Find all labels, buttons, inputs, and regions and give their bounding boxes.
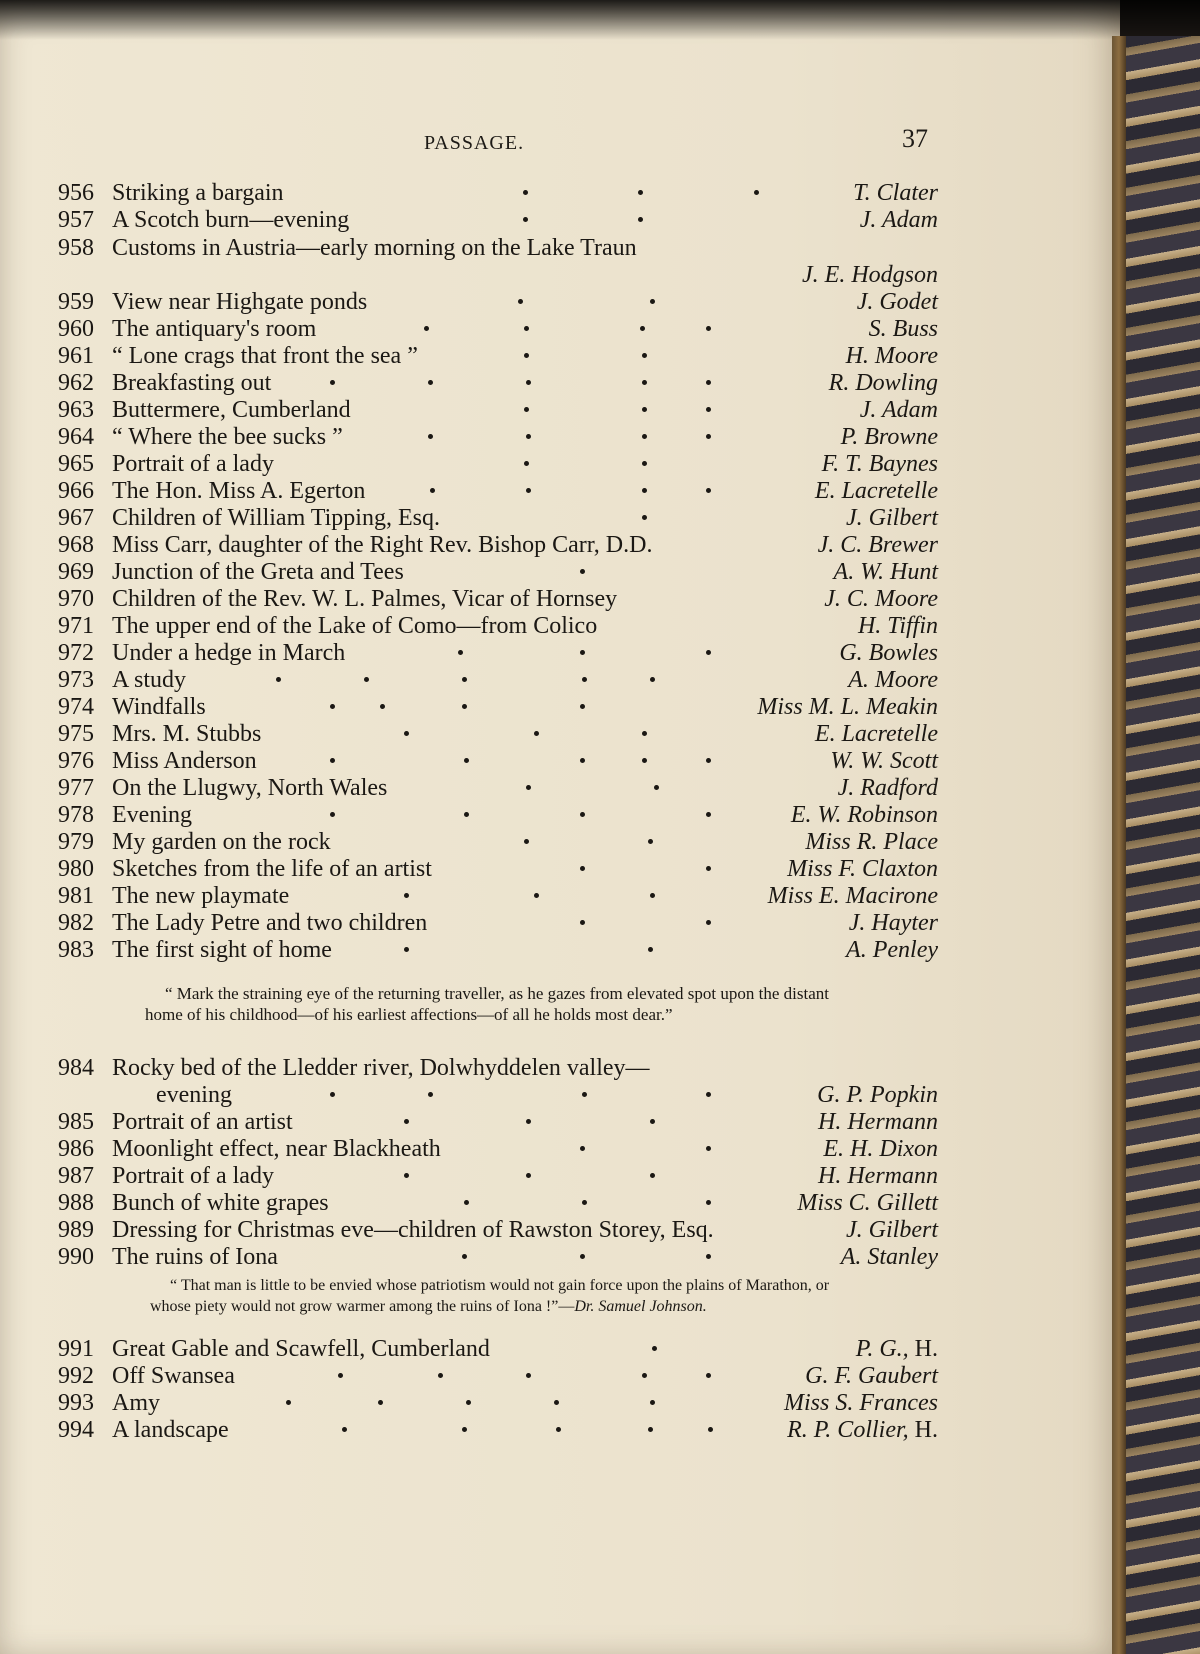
catalogue-entry: [58, 343, 938, 371]
entry-artist: Miss R. Place: [805, 829, 938, 855]
entry-title: Children of the Rev. W. L. Palmes, Vicar of Hornsey: [112, 586, 618, 612]
entry-artist: H. Hermann: [818, 1163, 938, 1189]
entry-title: Windfalls: [112, 694, 206, 720]
entry-artist: A. Moore: [848, 667, 938, 693]
catalogue-entry: [58, 883, 938, 911]
catalogue-entry: [58, 829, 938, 857]
catalogue-entry: [58, 1190, 938, 1218]
catalogue-entry: [58, 1163, 938, 1191]
entry-title: “ Where the bee sucks ”: [112, 424, 343, 450]
catalogue-entry: [58, 559, 938, 587]
catalogue-entry: [58, 721, 938, 749]
entry-number: 976: [58, 748, 94, 774]
entry-number: 969: [58, 559, 94, 585]
entry-artist: R. Dowling: [828, 370, 938, 396]
catalogue-entry: [58, 1363, 938, 1391]
entry-number: 990: [58, 1244, 94, 1270]
entry-title: The new playmate: [112, 883, 290, 909]
entry-title: The upper end of the Lake of Como—from Colico: [112, 613, 598, 639]
entry-title: Miss Anderson: [112, 748, 257, 774]
entry-title: Off Swansea: [112, 1363, 235, 1389]
catalogue-entry: [58, 640, 938, 668]
entry-artist: H. Moore: [845, 343, 938, 369]
catalogue-entry: [58, 370, 938, 398]
entry-number: 962: [58, 370, 94, 396]
catalogue-entry: [58, 613, 938, 641]
quotation-author: Dr. Samuel Johnson.: [574, 1298, 707, 1315]
entry-artist: R. P. Collier, H.: [787, 1417, 938, 1443]
entry-number: 960: [58, 316, 94, 342]
entry-artist: J. Hayter: [848, 910, 938, 936]
catalogue-entry: [58, 1136, 938, 1164]
entry-number: 991: [58, 1336, 94, 1362]
entry-title: Miss Carr, daughter of the Right Rev. Bishop Carr, D.D.: [112, 532, 653, 558]
entry-number: 958: [58, 235, 94, 261]
entry-artist: J. Radford: [837, 775, 938, 801]
catalogue-entry: [58, 1109, 938, 1137]
catalogue-entry: [58, 586, 938, 614]
entry-artist: E. H. Dixon: [823, 1136, 938, 1162]
entry-title: Evening: [112, 802, 192, 828]
catalogue-entry: [58, 775, 938, 803]
entry-quotation: [145, 983, 850, 1025]
entry-number: 970: [58, 586, 94, 612]
entry-number: 984: [58, 1055, 94, 1081]
entry-artist: J. Adam: [859, 397, 938, 423]
entry-title: The antiquary's room: [112, 316, 317, 342]
entry-title: Portrait of an artist: [112, 1109, 293, 1135]
catalogue-entry: [58, 397, 938, 425]
entry-title: A landscape: [112, 1417, 229, 1443]
entry-artist: J. Godet: [856, 289, 938, 315]
entry-title: Dressing for Christmas eve—children of Rawston Storey, Esq.: [112, 1217, 714, 1243]
entry-number: 983: [58, 937, 94, 963]
entry-title: View near Highgate ponds: [112, 289, 368, 315]
entry-artist: J. E. Hodgson: [802, 262, 938, 288]
entry-artist: E. W. Robinson: [790, 802, 938, 828]
entry-artist: Miss C. Gillett: [797, 1190, 938, 1216]
entry-number: 959: [58, 289, 94, 315]
entry-title: Sketches from the life of an artist: [112, 856, 432, 882]
entry-number: 986: [58, 1136, 94, 1162]
entry-number: 967: [58, 505, 94, 531]
entry-artist: W. W. Scott: [830, 748, 938, 774]
catalogue-entry: [58, 802, 938, 830]
entry-title: Striking a bargain: [112, 180, 284, 206]
entry-title: Junction of the Greta and Tees: [112, 559, 404, 585]
entry-number: 989: [58, 1217, 94, 1243]
quotation-text: “ Mark the straining eye of the returning traveller, as he gazes from elevated spot upon the distant home of his childhood—of his earliest affections—of all he holds most dear.”: [145, 984, 829, 1024]
entry-artist: A. Penley: [846, 937, 938, 963]
entry-quotation: [150, 1275, 850, 1317]
catalogue-entry: [58, 856, 938, 884]
book-spine-edge: [1112, 36, 1126, 1654]
quotation-text: “ That man is little to be envied whose patriotism would not gain force upon the plains of Marathon, or whose piety would not grow warmer among the ruins of Iona !”—: [150, 1277, 830, 1315]
entry-number: 994: [58, 1417, 94, 1443]
catalogue-entry: [58, 748, 938, 776]
entry-title: Bunch of white grapes: [112, 1190, 329, 1216]
entry-title-continuation: evening: [156, 1082, 232, 1108]
catalogue-entry: [58, 667, 938, 695]
entry-number: 972: [58, 640, 94, 666]
catalogue-entry: [58, 505, 938, 533]
entry-number: 992: [58, 1363, 94, 1389]
entry-number: 978: [58, 802, 94, 828]
entry-title: The ruins of Iona: [112, 1244, 278, 1270]
catalogue-entry: [58, 289, 938, 317]
entry-artist: Miss E. Macirone: [767, 883, 938, 909]
entry-title: My garden on the rock: [112, 829, 331, 855]
catalogue-entry: [58, 451, 938, 479]
entry-title: Customs in Austria—early morning on the Lake Traun: [112, 235, 637, 261]
entry-number: 957: [58, 207, 94, 233]
entry-artist: J. C. Moore: [824, 586, 938, 612]
entry-artist: Miss S. Frances: [784, 1390, 938, 1416]
entry-title: Mrs. M. Stubbs: [112, 721, 262, 747]
entry-number: 980: [58, 856, 94, 882]
entry-title: Moonlight effect, near Blackheath: [112, 1136, 441, 1162]
catalogue-entry: [58, 694, 938, 722]
entry-number: 956: [58, 180, 94, 206]
entry-number: 964: [58, 424, 94, 450]
entry-artist: F. T. Baynes: [821, 451, 938, 477]
entry-title: Rocky bed of the Lledder river, Dolwhyddelen valley—: [112, 1055, 650, 1081]
entry-artist: A. Stanley: [840, 1244, 938, 1270]
page-header-title: PASSAGE.: [424, 132, 525, 154]
entry-number: 985: [58, 1109, 94, 1135]
entry-title: Amy: [112, 1390, 160, 1416]
entry-artist: G. P. Popkin: [817, 1082, 938, 1108]
entry-number: 973: [58, 667, 94, 693]
entry-title: A study: [112, 667, 187, 693]
entry-number: 966: [58, 478, 94, 504]
catalogue-entry: [58, 1244, 938, 1272]
entry-artist: J. Gilbert: [846, 1217, 938, 1243]
entry-title: Breakfasting out: [112, 370, 272, 396]
entry-artist: A. W. Hunt: [833, 559, 938, 585]
entry-title: A Scotch burn—evening: [112, 207, 350, 233]
catalogue-entry: [58, 207, 938, 235]
entry-artist: T. Clater: [853, 180, 938, 206]
catalogue-entry: [58, 316, 938, 344]
entry-number: 961: [58, 343, 94, 369]
entry-artist: J. Adam: [859, 207, 938, 233]
page-top-shadow: [0, 0, 1200, 40]
entry-title: Portrait of a lady: [112, 451, 274, 477]
entry-artist: J. Gilbert: [846, 505, 938, 531]
catalogue-entry: [58, 478, 938, 506]
entry-number: 974: [58, 694, 94, 720]
catalogue-entry: [58, 1336, 938, 1364]
entry-artist: J. C. Brewer: [817, 532, 938, 558]
entry-title: Under a hedge in March: [112, 640, 346, 666]
catalogue-entry-continuation: [58, 1082, 938, 1110]
catalogue-entry: [58, 1055, 938, 1083]
entry-number: 971: [58, 613, 94, 639]
entry-title: “ Lone crags that front the sea ”: [112, 343, 418, 369]
entry-artist: G. F. Gaubert: [805, 1363, 938, 1389]
entry-title: Great Gable and Scawfell, Cumberland: [112, 1336, 490, 1362]
entry-title: Children of William Tipping, Esq.: [112, 505, 440, 531]
entry-artist: Miss M. L. Meakin: [757, 694, 938, 720]
entry-title: Buttermere, Cumberland: [112, 397, 351, 423]
catalogue-entry: [58, 1217, 938, 1245]
entry-title: On the Llugwy, North Wales: [112, 775, 388, 801]
entry-number: 981: [58, 883, 94, 909]
page-number: 37: [902, 124, 928, 153]
entry-number: 965: [58, 451, 94, 477]
entry-number: 963: [58, 397, 94, 423]
catalogue-entry: [58, 910, 938, 938]
entry-number: 979: [58, 829, 94, 855]
entry-number: 975: [58, 721, 94, 747]
entry-title: The Hon. Miss A. Egerton: [112, 478, 366, 504]
catalogue-entry: [58, 1417, 938, 1445]
entry-number: 993: [58, 1390, 94, 1416]
entry-artist: G. Bowles: [839, 640, 938, 666]
entry-artist: E. Lacretelle: [814, 721, 938, 747]
entry-title: Portrait of a lady: [112, 1163, 274, 1189]
entry-number: 987: [58, 1163, 94, 1189]
entry-artist: P. G., H.: [855, 1336, 938, 1362]
entry-artist: S. Buss: [868, 316, 938, 342]
entry-artist: H. Tiffin: [857, 613, 938, 639]
entry-artist: P. Browne: [840, 424, 938, 450]
catalogue-entry: [58, 1390, 938, 1418]
catalogue-entry: [58, 180, 938, 208]
entry-title: The first sight of home: [112, 937, 332, 963]
entry-number: 988: [58, 1190, 94, 1216]
catalogue-entry: [58, 532, 938, 560]
entry-number: 968: [58, 532, 94, 558]
entry-number: 977: [58, 775, 94, 801]
entry-artist: E. Lacretelle: [814, 478, 938, 504]
catalogue-entry: [58, 235, 938, 263]
entry-number: 982: [58, 910, 94, 936]
catalogue-entry: [58, 937, 938, 965]
entry-artist: Miss F. Claxton: [787, 856, 938, 882]
catalogue-entry: [58, 424, 938, 452]
catalogue-entry-artist-line: [58, 262, 938, 290]
entry-artist: H. Hermann: [818, 1109, 938, 1135]
entry-title: The Lady Petre and two children: [112, 910, 428, 936]
